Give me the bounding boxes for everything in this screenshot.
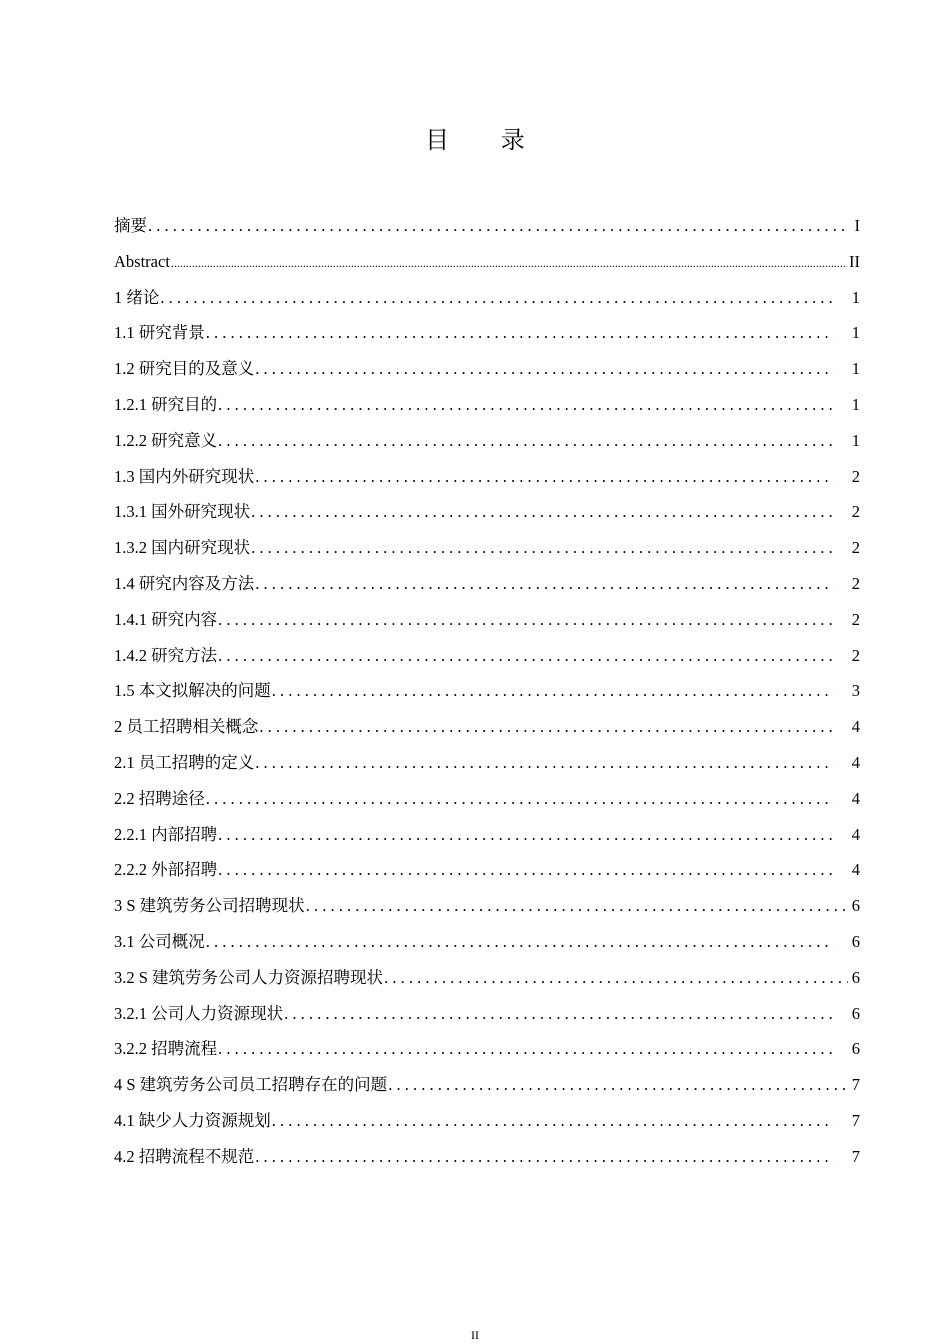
toc-dot-leader bbox=[306, 888, 848, 924]
toc-entry-page-number: I bbox=[854, 216, 860, 235]
toc-entry-label: 1.4.2 研究方法 bbox=[114, 645, 218, 665]
toc-entry[interactable] bbox=[114, 817, 860, 853]
toc-entry-page-number: 7 bbox=[851, 1075, 860, 1095]
toc-entry-page-number: 6 bbox=[851, 967, 860, 987]
toc-entry-label: Abstract bbox=[114, 251, 170, 271]
toc-entry[interactable] bbox=[114, 208, 860, 244]
toc-dot-leader bbox=[206, 315, 834, 351]
toc-entry[interactable] bbox=[114, 1103, 860, 1139]
toc-entry-label: 2.2.1 内部招聘 bbox=[114, 824, 218, 844]
toc-entry-page-number: 1 bbox=[851, 430, 860, 450]
toc-dot-leader bbox=[251, 494, 834, 530]
toc-entry[interactable] bbox=[114, 280, 860, 316]
toc-dot-leader bbox=[148, 208, 848, 244]
toc-entry-page-number: II bbox=[849, 251, 860, 271]
toc-dot-leader bbox=[218, 602, 834, 638]
toc-dot-leader bbox=[218, 423, 834, 459]
toc-dot-leader bbox=[255, 566, 834, 602]
toc-dot-leader bbox=[171, 244, 847, 282]
toc-entry[interactable] bbox=[114, 530, 860, 566]
toc-entry-page-number: 1 bbox=[851, 323, 860, 343]
toc-entry-label: 1.2.2 研究意义 bbox=[114, 430, 218, 450]
toc-entry-label: 3.2.1 公司人力资源现状 bbox=[114, 1003, 284, 1023]
toc-dot-leader bbox=[218, 852, 834, 888]
toc-entry[interactable] bbox=[114, 924, 860, 960]
toc-entry-page-number: 7 bbox=[851, 1146, 860, 1166]
toc-entry-label: 4.1 缺少人力资源规划 bbox=[114, 1110, 271, 1130]
toc-entry-label: 3 S 建筑劳务公司招聘现状 bbox=[114, 896, 305, 916]
toc-dot-leader bbox=[255, 745, 834, 781]
toc-entry-page-number: 6 bbox=[851, 1003, 860, 1023]
toc-dot-leader bbox=[218, 1031, 834, 1067]
toc-entry-label: 3.2 S 建筑劳务公司人力资源招聘现状 bbox=[114, 967, 384, 987]
toc-entry[interactable] bbox=[114, 315, 860, 351]
toc-entry-page-number: 1 bbox=[851, 394, 860, 414]
toc-entry-label: 1.3.2 国内研究现状 bbox=[114, 538, 251, 558]
toc-entry-label: 1.2 研究目的及意义 bbox=[114, 359, 255, 379]
toc-entry[interactable] bbox=[114, 888, 860, 924]
toc-entry-page-number: 1 bbox=[851, 359, 860, 379]
toc-entry-label: 4.2 招聘流程不规范 bbox=[114, 1146, 255, 1166]
toc-dot-leader bbox=[255, 351, 834, 387]
toc-entry-page-number: 2 bbox=[851, 538, 860, 558]
toc-entry-label: 2 员工招聘相关概念 bbox=[114, 717, 259, 737]
toc-entry-label: 1.3 国内外研究现状 bbox=[114, 466, 255, 486]
toc-entry-page-number: 3 bbox=[851, 681, 860, 701]
toc-entry-label: 1.3.1 国外研究现状 bbox=[114, 502, 251, 522]
toc-dot-leader bbox=[218, 387, 834, 423]
toc-entry-page-number: 2 bbox=[851, 466, 860, 486]
toc-dot-leader bbox=[206, 781, 834, 817]
toc-entry-label: 3.1 公司概况 bbox=[114, 931, 205, 951]
toc-entry[interactable] bbox=[114, 566, 860, 602]
toc-entry-label: 1 绪论 bbox=[114, 287, 160, 307]
toc-entry[interactable] bbox=[114, 387, 860, 423]
toc-entry-label: 1.5 本文拟解决的问题 bbox=[114, 681, 271, 701]
toc-entry-page-number: 4 bbox=[851, 860, 860, 880]
toc-entry-page-number: 6 bbox=[851, 1039, 860, 1059]
toc-entry[interactable] bbox=[114, 781, 860, 817]
toc-entry-page-number: 2 bbox=[851, 609, 860, 629]
toc-entry-page-number: 7 bbox=[851, 1110, 860, 1130]
toc-dot-leader bbox=[218, 817, 834, 853]
toc-entry[interactable] bbox=[114, 852, 860, 888]
page-number-footer: II bbox=[471, 1328, 479, 1342]
toc-entry[interactable] bbox=[114, 423, 860, 459]
toc-entry[interactable] bbox=[114, 960, 860, 996]
toc-entry[interactable] bbox=[114, 1067, 860, 1103]
toc-dot-leader bbox=[206, 924, 834, 960]
toc-entry[interactable] bbox=[114, 638, 860, 674]
toc-entry-page-number: 2 bbox=[851, 573, 860, 593]
toc-entry-label: 4 S 建筑劳务公司员工招聘存在的问题 bbox=[114, 1075, 388, 1095]
toc-entry-page-number: 2 bbox=[851, 645, 860, 665]
toc-dot-leader bbox=[255, 459, 834, 495]
toc-dot-leader bbox=[255, 1139, 834, 1175]
toc-dot-leader bbox=[284, 996, 834, 1032]
toc-entry[interactable] bbox=[114, 244, 860, 280]
toc-entry[interactable] bbox=[114, 709, 860, 745]
toc-entry[interactable] bbox=[114, 673, 860, 709]
toc-entry-label: 2.1 员工招聘的定义 bbox=[114, 752, 255, 772]
toc-entry-label: 摘要 bbox=[114, 216, 147, 235]
toc-entry-page-number: 6 bbox=[851, 931, 860, 951]
toc-entry-page-number: 4 bbox=[851, 824, 860, 844]
toc-dot-leader bbox=[160, 280, 834, 316]
toc-dot-leader bbox=[388, 1067, 848, 1103]
toc-entry[interactable] bbox=[114, 745, 860, 781]
toc-entry-label: 1.4 研究内容及方法 bbox=[114, 573, 255, 593]
toc-entry-page-number: 4 bbox=[851, 717, 860, 737]
toc-entry-page-number: 4 bbox=[851, 788, 860, 808]
toc-entry-label: 1.4.1 研究内容 bbox=[114, 609, 218, 629]
toc-entry[interactable] bbox=[114, 351, 860, 387]
toc-dot-leader bbox=[251, 530, 834, 566]
toc-entry-page-number: 1 bbox=[851, 287, 860, 307]
toc-dot-leader bbox=[272, 1103, 834, 1139]
toc-dot-leader bbox=[384, 960, 848, 996]
toc-entry[interactable] bbox=[114, 494, 860, 530]
toc-dot-leader bbox=[259, 709, 834, 745]
toc-entry[interactable] bbox=[114, 1031, 860, 1067]
toc-entry-page-number: 6 bbox=[851, 896, 860, 916]
toc-entry-label: 2.2.2 外部招聘 bbox=[114, 860, 218, 880]
toc-entry-page-number: 2 bbox=[851, 502, 860, 522]
page-title: 目 录 bbox=[425, 126, 547, 154]
toc-entry[interactable] bbox=[114, 1139, 860, 1175]
toc-entry-label: 3.2.2 招聘流程 bbox=[114, 1039, 218, 1059]
toc-entry-label: 1.1 研究背景 bbox=[114, 323, 205, 343]
toc-entry[interactable] bbox=[114, 602, 860, 638]
toc-entry-label: 1.2.1 研究目的 bbox=[114, 394, 218, 414]
table-of-contents bbox=[114, 208, 860, 1175]
toc-dot-leader bbox=[218, 638, 834, 674]
toc-dot-leader bbox=[272, 673, 834, 709]
toc-entry[interactable] bbox=[114, 459, 860, 495]
toc-entry-label: 2.2 招聘途径 bbox=[114, 788, 205, 808]
toc-entry[interactable] bbox=[114, 996, 860, 1032]
toc-entry-page-number: 4 bbox=[851, 752, 860, 772]
